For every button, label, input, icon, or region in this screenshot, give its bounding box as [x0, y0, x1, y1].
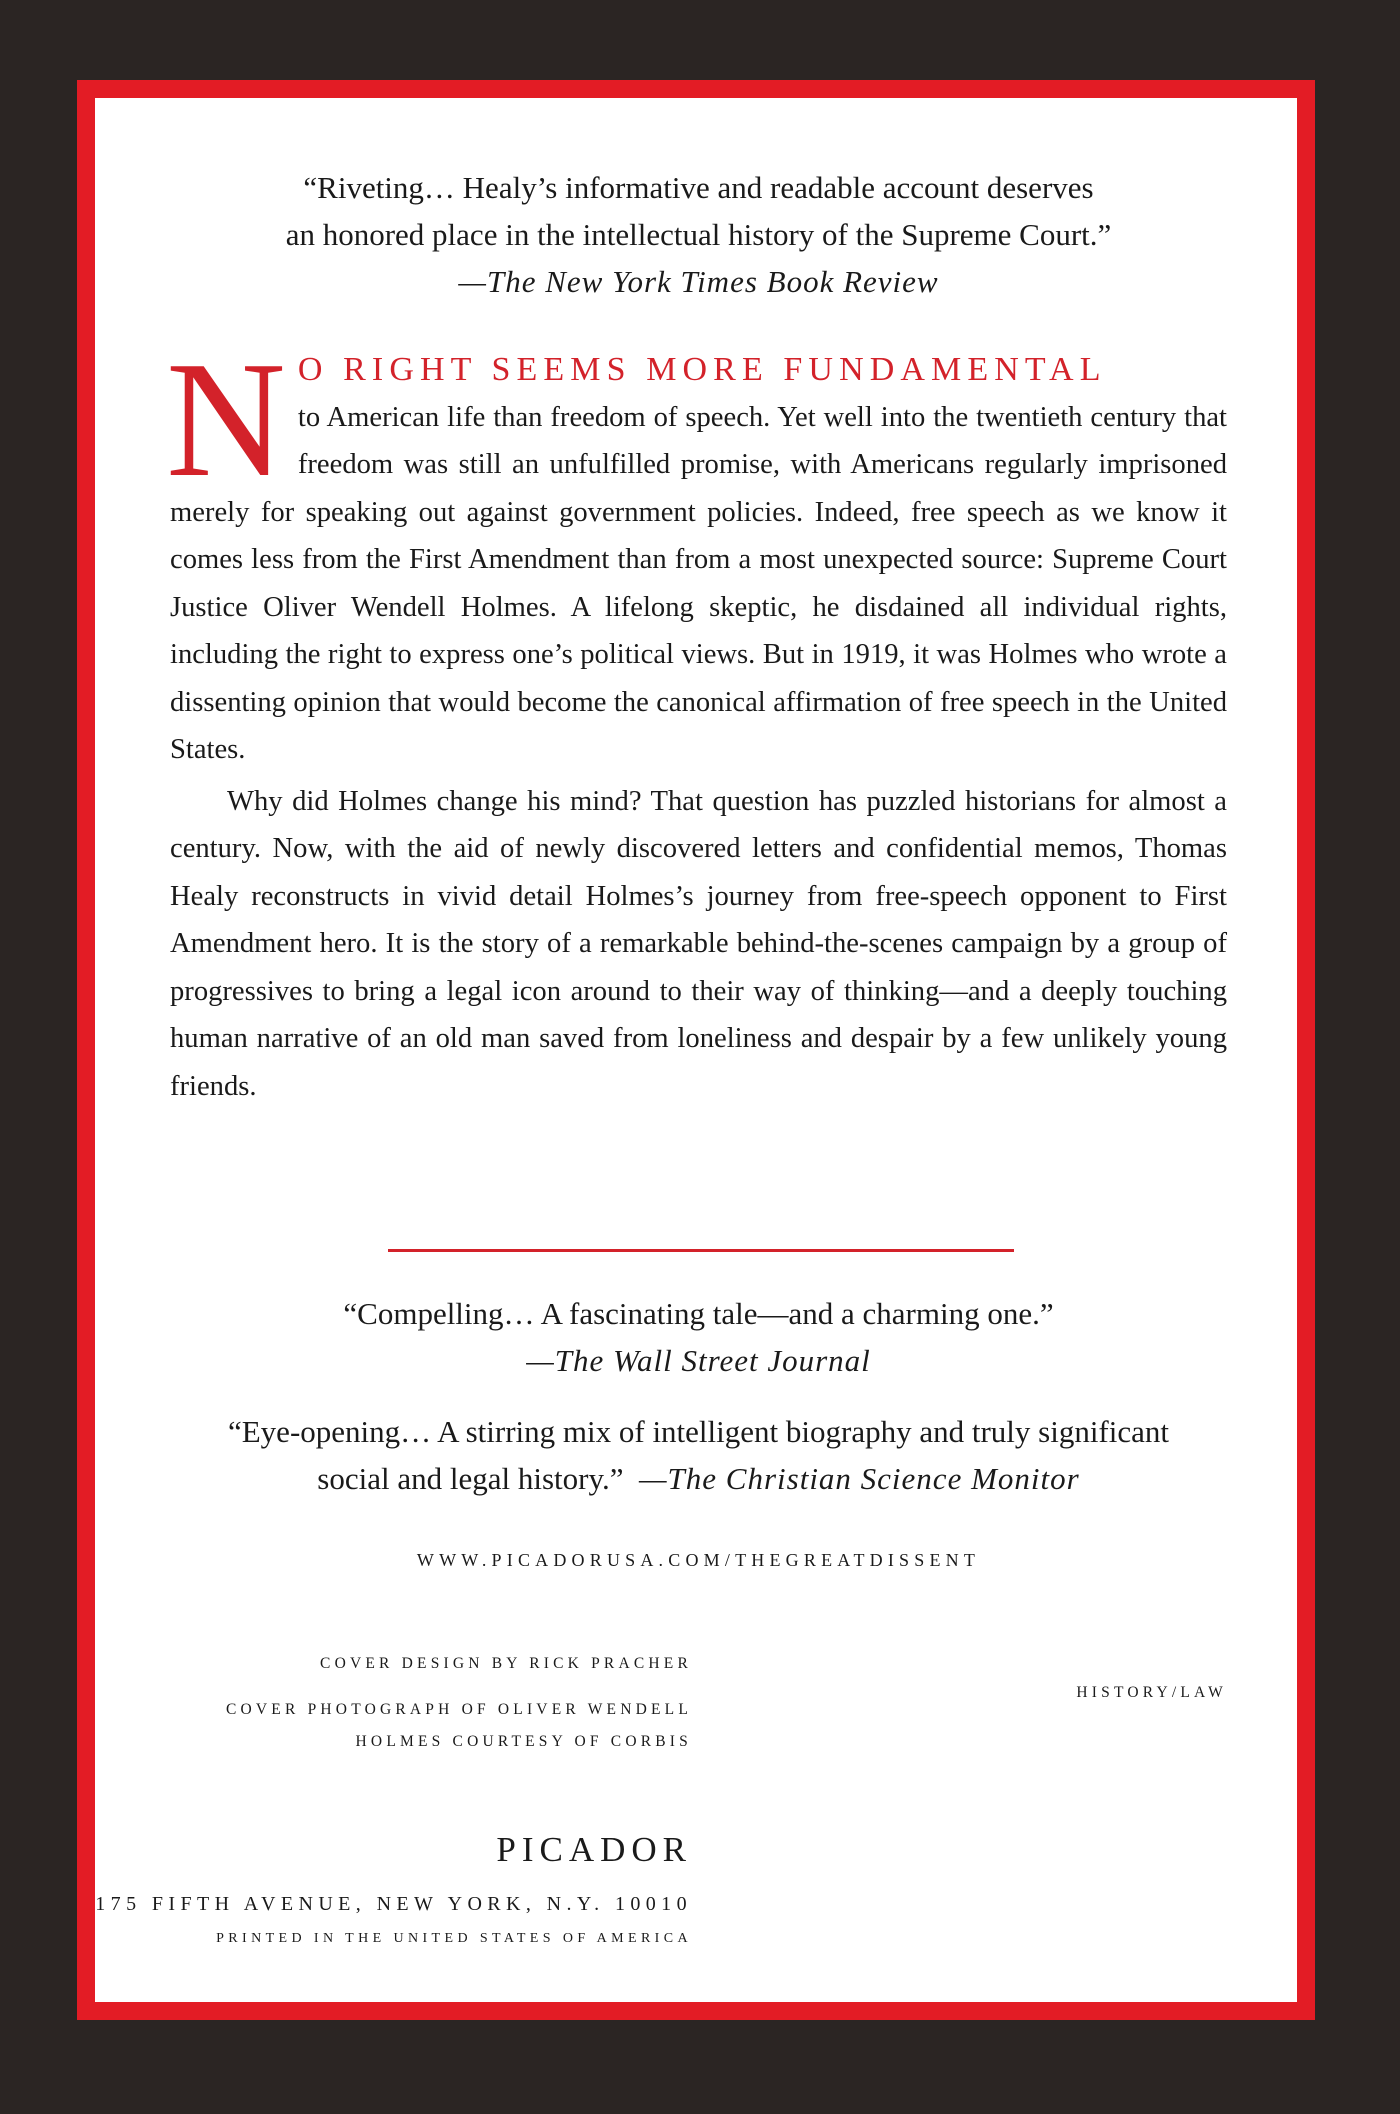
paragraph-1-text: to American life than freedom of speech. Yet well into the twentieth century that freedom was still an unfulfilled promise, with Americans regularly imprisoned merely for speaking out against government policies. Indeed, free speech as we know it comes less from the First Amendment than from a most unexpected source: Supreme Court Justice Oliver Wendell Holmes. A lifelong skeptic, he disdained all individual rights, including the right to express one’s political views. But in 1919, it was Holmes who wrote a dissenting opinion that would become the canonical affirmation of free speech in the United States. [170, 401, 1227, 765]
back-cover-page [95, 98, 1297, 2002]
subject-category: HISTORY/LAW [1076, 1684, 1227, 1701]
mid-review-quote [170, 1290, 1227, 1384]
mid-quote-text: “Compelling… A fascinating tale—and a charming one.” [343, 1296, 1054, 1331]
book-description [166, 327, 1227, 1110]
cover-design-credit: COVER DESIGN BY RICK PRACHER [320, 1655, 692, 1672]
description-paragraph-1 [166, 327, 1227, 774]
red-divider [388, 1249, 1014, 1252]
low-review-quote [170, 1408, 1227, 1502]
top-quote-line-1: “Riveting… Healy’s informative and readable account deserves [303, 170, 1094, 205]
lead-in-caps: O RIGHT SEEMS MORE FUNDAMENTAL [297, 351, 1107, 388]
low-quote-line-2-text: social and legal history.” [317, 1461, 624, 1496]
description-paragraph-2: Why did Holmes change his mind? That question has puzzled historians for almost a century. Now, with the aid of newly discovered letters and confidential memos, Thomas Healy reconstructs in vivid detail Holmes’s journey from free-speech opponent to First Amendment hero. It is the story of a remarkable behind-the-scenes campaign by a group of progressives to bring a legal icon around to their way of thinking—and a deeply touching human narrative of an old man saved from loneliness and despair by a few unlikely young friends. [170, 785, 1227, 1102]
cover-photo-credit-1: COVER PHOTOGRAPH OF OLIVER WENDELL [225, 1701, 692, 1718]
website-url[interactable]: WWW.PICADORUSA.COM/THEGREATDISSENT [416, 1550, 981, 1570]
top-quote-line-2: an honored place in the intellectual history of the Supreme Court.” [285, 217, 1112, 252]
drop-cap: N [166, 327, 286, 511]
printed-in-line: PRINTED IN THE UNITED STATES OF AMERICA [216, 1931, 692, 1946]
low-quote-source: —The Christian Science Monitor [638, 1461, 1080, 1496]
publisher-address: 175 FIFTH AVENUE, NEW YORK, N.Y. 10010 [95, 1893, 692, 1915]
mid-quote-source: —The Wall Street Journal [526, 1343, 871, 1378]
low-quote-line-1: “Eye-opening… A stirring mix of intelligent biography and truly significant [227, 1414, 1170, 1449]
low-quote-line-2 [170, 1455, 1227, 1502]
cover-photo-credit-2: HOLMES COURTESY OF CORBIS [355, 1733, 692, 1750]
publisher-name: PICADOR [496, 1830, 692, 1869]
top-quote-source: —The New York Times Book Review [458, 264, 939, 299]
top-review-quote [170, 164, 1227, 305]
